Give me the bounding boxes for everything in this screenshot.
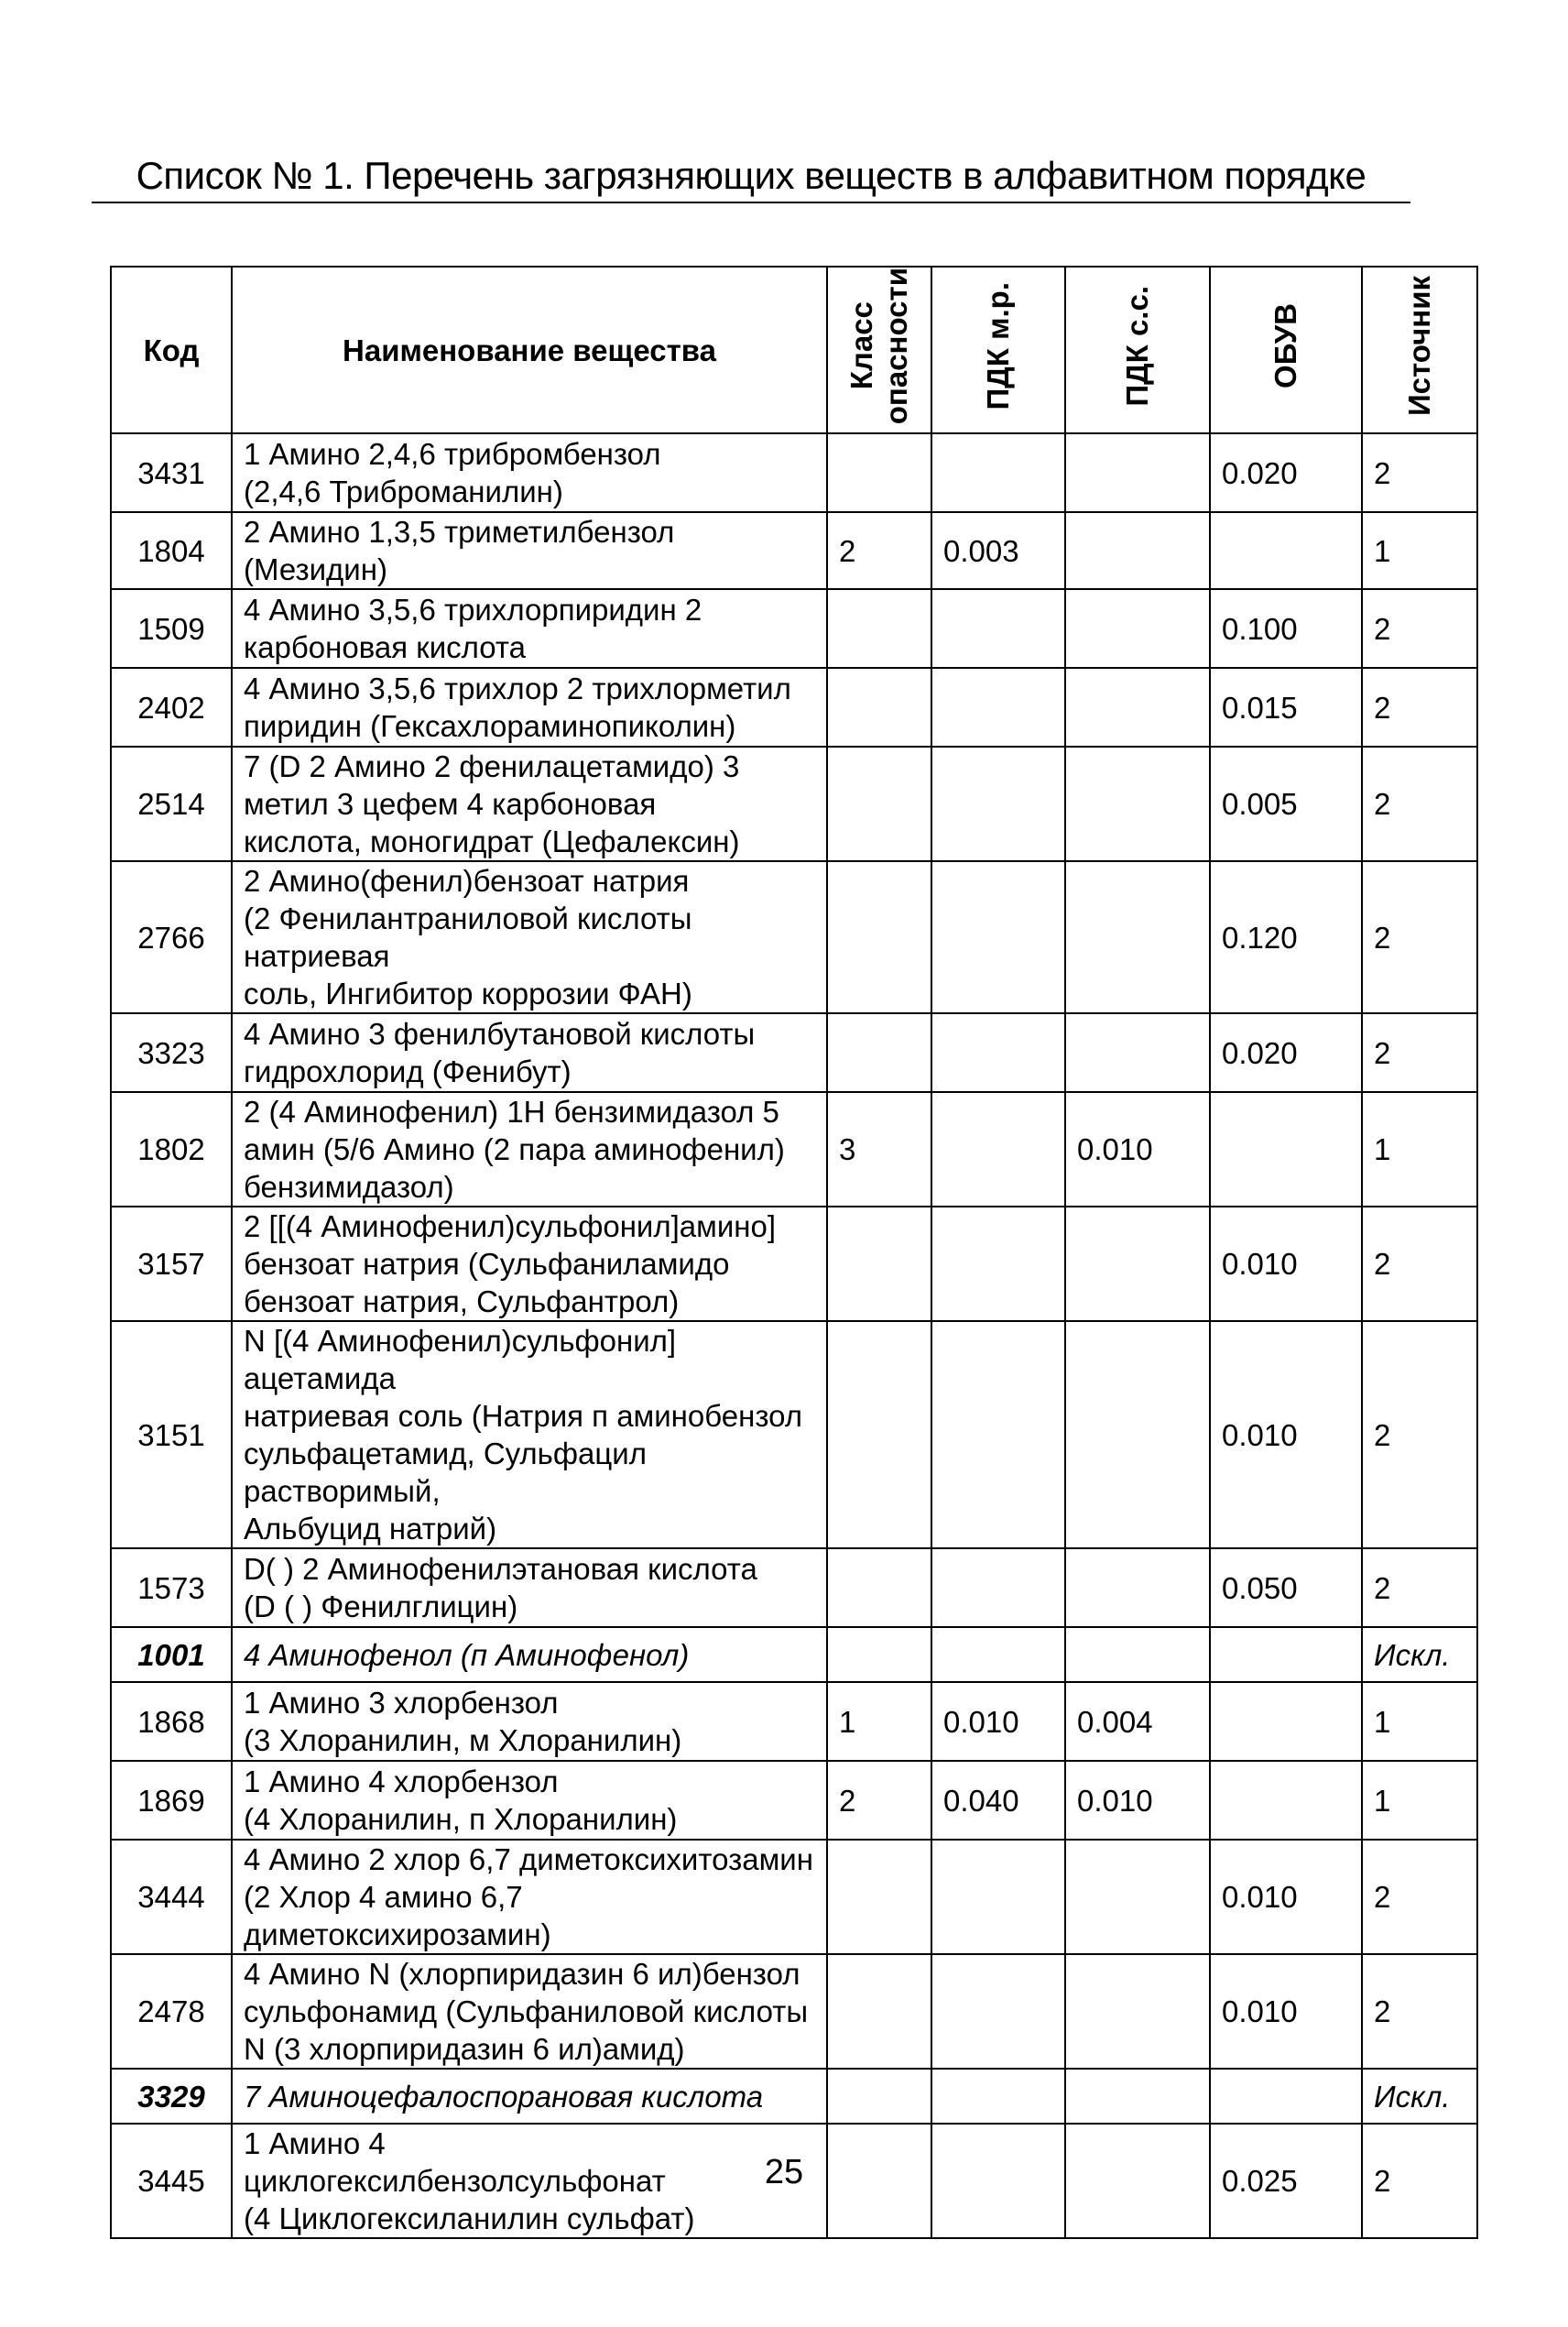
- cell-code: 1868: [111, 1682, 232, 1761]
- cell-name: [232, 1954, 827, 2069]
- name-line: 2 Амино(фенил)бензоат натрия: [244, 864, 690, 899]
- cell-obuv: 0.100: [1210, 589, 1362, 668]
- cell-obuv: [1210, 1761, 1362, 1840]
- cell-hazard-class: [827, 1627, 931, 1682]
- cell-name: [232, 1092, 827, 1207]
- cell-pdk-mr: [931, 1627, 1065, 1682]
- cell-obuv: 0.025: [1210, 2124, 1362, 2238]
- cell-source: 2: [1362, 747, 1477, 861]
- table-body: [111, 433, 1477, 2238]
- cell-name: [232, 2069, 827, 2124]
- cell-obuv: 0.015: [1210, 668, 1362, 747]
- substances-table: [110, 266, 1478, 2239]
- cell-obuv: [1210, 1092, 1362, 1207]
- cell-pdk-mr: [931, 1954, 1065, 2069]
- cell-pdk-ss: 0.010: [1065, 1761, 1210, 1840]
- name-line: N [(4 Аминофенил)сульфонил] ацетамида: [244, 1324, 677, 1396]
- table-row: [111, 861, 1477, 1013]
- cell-pdk-mr: [931, 1092, 1065, 1207]
- cell-obuv: 0.020: [1210, 433, 1362, 512]
- name-line: 1 Амино 2,4,6 трибромбензол: [244, 437, 661, 472]
- table-row: [111, 668, 1477, 747]
- cell-code: 1804: [111, 512, 232, 589]
- name-line: (2 Хлор 4 амино 6,7 диметоксихирозамин): [244, 1880, 551, 1952]
- cell-name: [232, 1682, 827, 1761]
- cell-obuv: 0.010: [1210, 1954, 1362, 2069]
- cell-hazard-class: [827, 861, 931, 1013]
- cell-name: [232, 1207, 827, 1321]
- cell-obuv: [1210, 1627, 1362, 1682]
- cell-code: 2766: [111, 861, 232, 1013]
- header-pdk-mr: ПДК м.р.: [931, 267, 1065, 433]
- name-line: Альбуцид натрий): [244, 1512, 497, 1546]
- table-row: [111, 1013, 1477, 1092]
- cell-code: 3444: [111, 1840, 232, 1954]
- name-line: бензоат натрия, Сульфантрол): [244, 1284, 680, 1319]
- cell-source: 2: [1362, 1840, 1477, 1954]
- name-line: метил 3 цефем 4 карбоновая: [244, 787, 657, 822]
- table-row: [111, 1321, 1477, 1548]
- name-line: кислота, моногидрат (Цефалексин): [244, 825, 740, 859]
- cell-source: 2: [1362, 433, 1477, 512]
- cell-obuv: [1210, 512, 1362, 589]
- name-line: 4 Амино 2 хлор 6,7 диметоксихитозамин: [244, 1842, 813, 1877]
- table-row: [111, 2069, 1477, 2124]
- table-row: [111, 1761, 1477, 1840]
- name-line: (2 Фенилантраниловой кислоты натриевая: [244, 901, 692, 974]
- name-line: карбоновая кислота: [244, 630, 526, 665]
- name-line: 4 Амино N (хлорпиридазин 6 ил)бензол: [244, 1957, 800, 1992]
- name-line: сульфацетамид, Сульфацил растворимый,: [244, 1437, 647, 1509]
- cell-code: 3329: [111, 2069, 232, 2124]
- cell-name: [232, 512, 827, 589]
- name-line: (3 Хлоранилин, м Хлоранилин): [244, 1723, 682, 1758]
- cell-obuv: 0.010: [1210, 1840, 1362, 1954]
- cell-hazard-class: [827, 1207, 931, 1321]
- cell-obuv: 0.020: [1210, 1013, 1362, 1092]
- cell-name: [232, 1013, 827, 1092]
- name-line: 1 Амино 3 хлорбензол: [244, 1686, 559, 1721]
- cell-pdk-mr: [931, 1321, 1065, 1548]
- table-row: [111, 1207, 1477, 1321]
- table-row: [111, 433, 1477, 512]
- cell-pdk-mr: [931, 747, 1065, 861]
- cell-code: 2478: [111, 1954, 232, 2069]
- name-line: амин (5/6 Амино (2 пара аминофенил): [244, 1132, 785, 1167]
- name-line: (4 Циклогексиланилин сульфат): [244, 2201, 695, 2236]
- name-line: гидрохлорид (Фенибут): [244, 1054, 572, 1089]
- cell-source: 1: [1362, 1682, 1477, 1761]
- cell-name: [232, 668, 827, 747]
- cell-hazard-class: [827, 747, 931, 861]
- name-line: 4 Амино 3,5,6 трихлорпиридин 2: [244, 593, 702, 628]
- cell-name: [232, 1548, 827, 1627]
- name-line: натриевая соль (Натрия п аминобензол: [244, 1399, 803, 1434]
- cell-pdk-ss: [1065, 589, 1210, 668]
- cell-source: 2: [1362, 1548, 1477, 1627]
- cell-hazard-class: 1: [827, 1682, 931, 1761]
- table-row: [111, 1954, 1477, 2069]
- cell-obuv: 0.005: [1210, 747, 1362, 861]
- cell-name: [232, 1840, 827, 1954]
- cell-code: 3431: [111, 433, 232, 512]
- cell-pdk-ss: [1065, 1207, 1210, 1321]
- header-source: Источник: [1362, 267, 1477, 433]
- cell-hazard-class: 3: [827, 1092, 931, 1207]
- name-line: бензимидазол): [244, 1170, 454, 1205]
- name-line: 7 Аминоцефалоспорановая кислота: [244, 2079, 764, 2114]
- cell-pdk-ss: [1065, 1954, 1210, 2069]
- table-row: [111, 1548, 1477, 1627]
- cell-obuv: 0.120: [1210, 861, 1362, 1013]
- cell-code: 1001: [111, 1627, 232, 1682]
- cell-obuv: 0.010: [1210, 1321, 1362, 1548]
- cell-pdk-ss: [1065, 433, 1210, 512]
- name-line: 2 [[(4 Аминофенил)сульфонил]амино]: [244, 1209, 777, 1244]
- cell-pdk-ss: [1065, 1840, 1210, 1954]
- table-row: [111, 1627, 1477, 1682]
- name-line: 4 Амино 3,5,6 трихлор 2 трихлорметил: [244, 672, 791, 706]
- name-line: 7 (D 2 Амино 2 фенилацетамидо) 3: [244, 749, 740, 784]
- cell-source: 2: [1362, 1013, 1477, 1092]
- cell-code: 3323: [111, 1013, 232, 1092]
- header-code: Код: [111, 267, 232, 433]
- name-line: 1 Амино 4 циклогексилбензолсульфонат: [244, 2126, 666, 2199]
- cell-hazard-class: [827, 1840, 931, 1954]
- cell-pdk-ss: [1065, 668, 1210, 747]
- cell-hazard-class: 2: [827, 512, 931, 589]
- cell-pdk-ss: [1065, 1321, 1210, 1548]
- cell-pdk-ss: [1065, 1013, 1210, 1092]
- cell-source: 1: [1362, 1761, 1477, 1840]
- cell-pdk-mr: [931, 1548, 1065, 1627]
- cell-hazard-class: [827, 1013, 931, 1092]
- cell-hazard-class: [827, 433, 931, 512]
- cell-hazard-class: [827, 1321, 931, 1548]
- name-line: (4 Хлоранилин, п Хлоранилин): [244, 1802, 678, 1837]
- cell-source: 2: [1362, 1321, 1477, 1548]
- cell-source: 2: [1362, 2124, 1477, 2238]
- cell-pdk-mr: [931, 433, 1065, 512]
- cell-hazard-class: [827, 1954, 931, 2069]
- cell-pdk-ss: 0.004: [1065, 1682, 1210, 1761]
- name-line: 2 (4 Аминофенил) 1Н бензимидазол 5: [244, 1095, 779, 1130]
- name-line: соль, Ингибитор коррозии ФАН): [244, 977, 692, 1011]
- cell-code: 2514: [111, 747, 232, 861]
- cell-pdk-mr: 0.003: [931, 512, 1065, 589]
- cell-obuv: [1210, 2069, 1362, 2124]
- table-row: [111, 589, 1477, 668]
- cell-name: [232, 589, 827, 668]
- table-row: [111, 512, 1477, 589]
- name-line: D( ) 2 Аминофенилэтановая кислота: [244, 1552, 757, 1587]
- cell-obuv: 0.050: [1210, 1548, 1362, 1627]
- cell-pdk-mr: [931, 589, 1065, 668]
- cell-code: 1802: [111, 1092, 232, 1207]
- cell-source: Искл.: [1362, 1627, 1477, 1682]
- cell-pdk-ss: [1065, 747, 1210, 861]
- cell-name: [232, 1761, 827, 1840]
- table-row: [111, 1092, 1477, 1207]
- cell-obuv: 0.010: [1210, 1207, 1362, 1321]
- cell-hazard-class: [827, 1548, 931, 1627]
- cell-pdk-mr: [931, 1840, 1065, 1954]
- cell-source: 2: [1362, 1207, 1477, 1321]
- cell-pdk-mr: 0.040: [931, 1761, 1065, 1840]
- cell-source: 1: [1362, 1092, 1477, 1207]
- header-pdk-ss: ПДК с.с.: [1065, 267, 1210, 433]
- table-header-row: [111, 267, 1477, 433]
- cell-name: [232, 1321, 827, 1548]
- cell-pdk-ss: [1065, 1627, 1210, 1682]
- cell-pdk-ss: [1065, 1548, 1210, 1627]
- cell-pdk-mr: [931, 861, 1065, 1013]
- table-row: [111, 747, 1477, 861]
- cell-pdk-mr: 0.010: [931, 1682, 1065, 1761]
- cell-code: 1573: [111, 1548, 232, 1627]
- cell-code: 2402: [111, 668, 232, 747]
- cell-pdk-ss: 0.010: [1065, 1092, 1210, 1207]
- cell-code: 1509: [111, 589, 232, 668]
- cell-hazard-class: 2: [827, 1761, 931, 1840]
- cell-name: [232, 747, 827, 861]
- page-number: 25: [764, 2153, 804, 2191]
- cell-name: [232, 1627, 827, 1682]
- cell-pdk-ss: [1065, 2069, 1210, 2124]
- table-row: [111, 1840, 1477, 1954]
- cell-pdk-mr: [931, 668, 1065, 747]
- name-line: сульфонамид (Сульфаниловой кислоты: [244, 1994, 809, 2029]
- name-line: (2,4,6 Триброманилин): [244, 475, 563, 509]
- name-line: пиридин (Гексахлораминопиколин): [244, 709, 736, 744]
- cell-source: 2: [1362, 589, 1477, 668]
- cell-code: 3445: [111, 2124, 232, 2238]
- cell-pdk-mr: [931, 2069, 1065, 2124]
- cell-code: 3157: [111, 1207, 232, 1321]
- cell-name: [232, 433, 827, 512]
- cell-hazard-class: [827, 2069, 931, 2124]
- cell-source: 1: [1362, 512, 1477, 589]
- cell-pdk-mr: [931, 1207, 1065, 1321]
- cell-name: [232, 861, 827, 1013]
- header-hazard-class: Класс опасности: [827, 267, 931, 433]
- cell-source: 2: [1362, 861, 1477, 1013]
- cell-pdk-ss: [1065, 861, 1210, 1013]
- table-row: [111, 1682, 1477, 1761]
- name-line: 2 Амино 1,3,5 триметилбензол (Мезидин): [244, 515, 675, 587]
- cell-hazard-class: [827, 589, 931, 668]
- cell-obuv: [1210, 1682, 1362, 1761]
- name-line: N (3 хлорпиридазин 6 ил)амид): [244, 2032, 685, 2067]
- cell-source: Искл.: [1362, 2069, 1477, 2124]
- header-name: Наименование вещества: [232, 267, 827, 433]
- cell-pdk-mr: [931, 1013, 1065, 1092]
- name-line: бензоат натрия (Сульфаниламидо: [244, 1247, 730, 1282]
- name-line: 4 Аминофенол (п Аминофенол): [244, 1637, 690, 1672]
- title-rule: [92, 202, 1410, 203]
- name-line: (D ( ) Фенилглицин): [244, 1590, 518, 1624]
- cell-source: 2: [1362, 668, 1477, 747]
- cell-hazard-class: [827, 668, 931, 747]
- name-line: 4 Амино 3 фенилбутановой кислоты: [244, 1017, 756, 1052]
- name-line: 1 Амино 4 хлорбензол: [244, 1764, 559, 1799]
- header-obuv: ОБУВ: [1210, 267, 1362, 433]
- cell-code: 1869: [111, 1761, 232, 1840]
- page-title: Список № 1. Перечень загрязняющих веществ в алфавитном порядке: [136, 154, 1367, 197]
- cell-source: 2: [1362, 1954, 1477, 2069]
- cell-code: 3151: [111, 1321, 232, 1548]
- cell-pdk-ss: [1065, 512, 1210, 589]
